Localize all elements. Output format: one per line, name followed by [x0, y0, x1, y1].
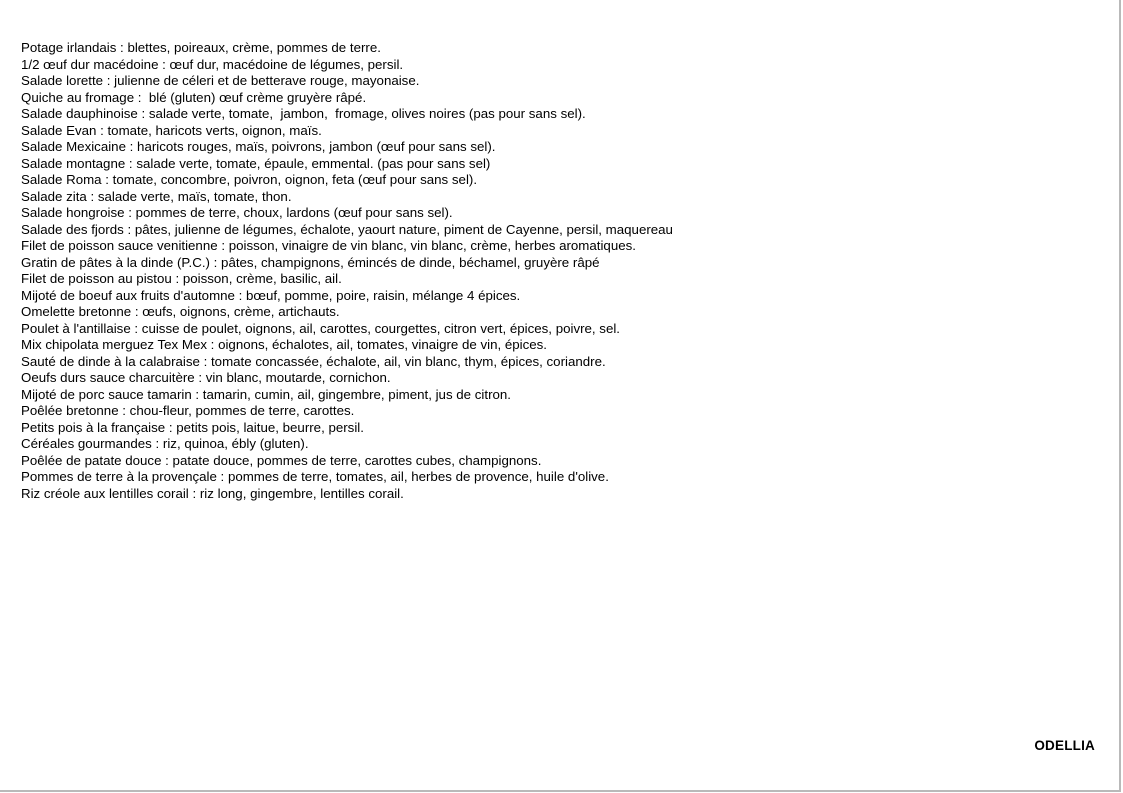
dish-ingredient-line: Oeufs durs sauce charcuitère : vin blanc, moutarde, cornichon. — [21, 370, 391, 385]
dish-ingredient-line: Gratin de pâtes à la dinde (P.C.) : pâtes, champignons, émincés de dinde, béchamel, gruyère râpé — [21, 254, 600, 270]
dish-ingredient-line: Mix chipolata merguez Tex Mex : oignons, échalotes, ail, tomates, vinaigre de vin, épices. — [21, 337, 547, 352]
dish-ingredient-line: Salade des fjords : pâtes, julienne de légumes, échalote, yaourt nature, piment de Cayenne, persil, maquereau — [21, 221, 673, 237]
dish-ingredient-line: Salade zita : salade verte, maïs, tomate, thon. — [21, 188, 292, 204]
dish-ingredient-line: 1/2 œuf dur macédoine : œuf dur, macédoine de légumes, persil. — [21, 56, 404, 72]
dish-ingredient-line: Pommes de terre à la provençale : pommes de terre, tomates, ail, herbes de provence, huile d'olive. — [21, 469, 609, 484]
dish-ingredient-line: Salade Evan : tomate, haricots verts, oignon, maïs. — [21, 122, 322, 138]
dish-ingredient-line: Salade Roma : tomate, concombre, poivron, oignon, feta (œuf pour sans sel). — [21, 172, 478, 187]
dish-ingredient-line: Omelette bretonne : œufs, oignons, crème, artichauts. — [21, 304, 340, 319]
dish-ingredient-line: Filet de poisson au pistou : poisson, crème, basilic, ail. — [21, 271, 342, 286]
dish-ingredient-line: Petits pois à la française : petits pois, laitue, beurre, persil. — [21, 419, 364, 435]
dish-ingredient-line: Mijoté de porc sauce tamarin : tamarin, cumin, ail, gingembre, piment, jus de citron. — [21, 386, 511, 402]
dish-ingredient-line: Salade hongroise : pommes de terre, choux, lardons (œuf pour sans sel). — [21, 205, 453, 220]
dish-ingredient-line: Quiche au fromage : blé (gluten) œuf crème gruyère râpé. — [21, 89, 367, 105]
dish-ingredient-line: Poulet à l'antillaise : cuisse de poulet, oignons, ail, carottes, courgettes, citron vert, épices, poivre, sel. — [21, 320, 620, 336]
dish-ingredient-list — [21, 40, 673, 502]
dish-ingredient-line: Sauté de dinde à la calabraise : tomate concassée, échalote, ail, vin blanc, thym, épices, coriandre. — [21, 353, 606, 369]
dish-ingredient-line: Salade lorette : julienne de céleri et de betterave rouge, mayonaise. — [21, 73, 420, 88]
dish-ingredient-line: Poêlée bretonne : chou-fleur, pommes de terre, carottes. — [21, 403, 355, 418]
dish-ingredient-line: Poêlée de patate douce : patate douce, pommes de terre, carottes cubes, champignons. — [21, 452, 542, 468]
dish-ingredient-line: Riz créole aux lentilles corail : riz long, gingembre, lentilles corail. — [21, 485, 404, 501]
dish-ingredient-line: Salade dauphinoise : salade verte, tomate, jambon, fromage, olives noires (pas pour sans sel). — [21, 106, 586, 121]
dish-ingredient-line: Mijoté de boeuf aux fruits d'automne : bœuf, pomme, poire, raisin, mélange 4 épices. — [21, 287, 521, 303]
dish-ingredient-line: Salade Mexicaine : haricots rouges, maïs, poivrons, jambon (œuf pour sans sel). — [21, 139, 496, 154]
dish-ingredient-line: Potage irlandais : blettes, poireaux, crème, pommes de terre. — [21, 40, 381, 55]
dish-ingredient-line: Salade montagne : salade verte, tomate, épaule, emmental. (pas pour sans sel) — [21, 155, 491, 171]
footer-brand: ODELLIA — [1034, 738, 1095, 753]
dish-ingredient-line: Céréales gourmandes : riz, quinoa, ébly (gluten). — [21, 436, 309, 451]
dish-ingredient-line: Filet de poisson sauce venitienne : poisson, vinaigre de vin blanc, vin blanc, crème, herbes aromatiques. — [21, 238, 636, 253]
